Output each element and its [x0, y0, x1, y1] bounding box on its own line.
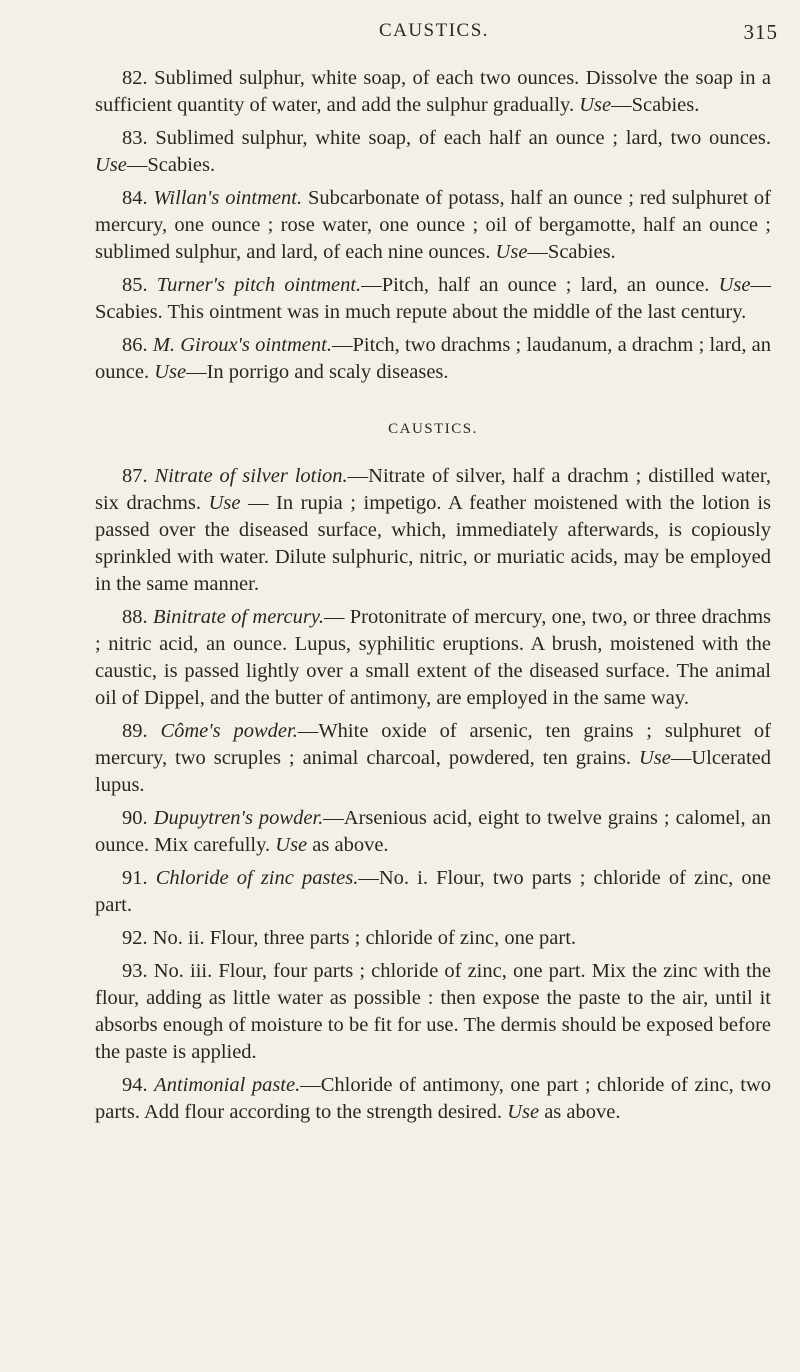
entry-number: 93.	[122, 960, 148, 982]
entry-text: —Scabies.	[126, 154, 216, 176]
entry-italic-text: Use	[718, 274, 751, 296]
entry-paragraph	[95, 463, 771, 598]
entry-italic-text: Use	[208, 492, 241, 514]
entry-text: —Ulcerated lupus.	[95, 747, 771, 796]
entry-italic-text: Binitrate of mercury.	[152, 606, 324, 628]
entry-number: 83.	[122, 127, 148, 149]
entry-text: Subcarbonate of potass, half an ounce ; red sulphuret of mercury, one ounce ; rose water, one ounce ; oil of bergamotte, half an ounce ; sublimed sulphur, and lard, of each nine ounces.	[95, 187, 772, 263]
entry-text: — Protonitrate of mercury, one, two, or three drachms ; nitric acid, an ounce. Lupus, syphilitic eruptions. A brush, moistened with the caustic, is passed lightly over a small extent of the diseased surface. The animal oil of Dippel, and the butter of antimony, are employed in the same way.	[95, 606, 772, 709]
entry-paragraph	[95, 718, 771, 799]
entry-text: —Pitch, half an ounce ; lard, an ounce.	[361, 274, 719, 296]
entry-number: 89.	[122, 720, 148, 742]
entry-text: —Scabies. This ointment was in much repute about the middle of the last century.	[95, 274, 771, 323]
entry-number: 85.	[122, 274, 148, 296]
entry-text	[148, 465, 155, 487]
entry-paragraph	[95, 805, 771, 859]
entry-text: — In rupia ; impetigo. A feather moistened with the lotion is passed over the diseased surface, which, immediately afterwards, is copiously sprinkled with water. Dilute sulphuric, nitric, or muriatic acids, may be employed in the same manner.	[95, 492, 771, 595]
entry-paragraph	[95, 865, 771, 919]
entry-text	[148, 274, 157, 296]
entry-italic-text: Dupuytren's powder.	[153, 807, 324, 829]
entry-text: as above.	[539, 1101, 621, 1123]
entry-italic-text: Use	[495, 241, 528, 263]
entry-italic-text: Use	[275, 834, 308, 856]
entry-italic-text: Use	[579, 94, 612, 116]
running-title: CAUSTICS.	[378, 20, 490, 41]
entry-italic-text: Use	[95, 154, 127, 176]
entry-text: Sublimed sulphur, white soap, of each half an ounce ; lard, two ounces.	[147, 127, 771, 149]
entry-text: No. iii. Flour, four parts ; chloride of zinc, one part. Mix the zinc with the flour, adding as little water as possible : then expose the paste to the air, until it absorbs enough of moisture to be fit for use. The dermis should be exposed before the paste is applied.	[95, 960, 771, 1063]
entry-text: —Arsenious acid, eight to twelve grains ; calomel, an ounce. Mix carefully.	[95, 807, 771, 856]
running-head	[90, 20, 778, 50]
entry-paragraph	[95, 958, 771, 1066]
entry-paragraph	[95, 272, 771, 326]
entry-italic-text: Turner's pitch ointment.	[156, 274, 362, 296]
entry-italic-text: Antimonial paste.	[154, 1074, 301, 1096]
entry-number: 82.	[122, 67, 148, 89]
entry-number: 92.	[122, 927, 148, 949]
entry-number: 86.	[122, 334, 148, 356]
entry-text: —Scabies.	[611, 94, 700, 116]
entry-italic-text: Chloride of zinc pastes.	[155, 867, 359, 889]
entry-text: —White oxide of arsenic, ten grains ; sulphuret of mercury, two scruples ; animal charcoal, powdered, ten grains.	[95, 720, 772, 769]
entry-number: 88.	[122, 606, 148, 628]
entry-text: as above.	[307, 834, 389, 856]
caustic-entries	[95, 463, 771, 1126]
entry-text	[148, 867, 156, 889]
entry-italic-text: Use	[638, 747, 671, 769]
entry-paragraph	[95, 185, 771, 266]
entry-text: —Nitrate of silver, half a drachm ; distilled water, six drachms.	[95, 465, 771, 514]
entry-paragraph	[95, 604, 771, 712]
entry-paragraph	[95, 332, 771, 386]
entry-number: 94.	[122, 1074, 148, 1096]
entry-paragraph	[95, 65, 771, 119]
entry-paragraph	[95, 925, 771, 952]
entry-italic-text: Use	[154, 361, 187, 383]
entry-paragraph	[95, 1072, 771, 1126]
body-text	[95, 65, 771, 1132]
entry-text: —Scabies.	[527, 241, 616, 263]
entry-italic-text: Willan's ointment.	[153, 187, 303, 209]
entry-italic-text: Côme's powder.	[160, 720, 298, 742]
page-number: 315	[743, 20, 778, 44]
entry-text: —In porrigo and scaly diseases.	[186, 361, 449, 383]
entry-number: 90.	[122, 807, 148, 829]
entry-number: 84.	[122, 187, 148, 209]
entry-italic-text: Use	[507, 1101, 540, 1123]
entry-italic-text: M. Giroux's ointment.	[152, 334, 332, 356]
ointment-entries	[95, 65, 771, 386]
section-heading: CAUSTICS.	[388, 421, 478, 437]
entry-italic-text: Nitrate of silver lotion.	[154, 465, 348, 487]
entry-text: Sublimed sulphur, white soap, of each two ounces. Dissolve the soap in a sufficient quantity of water, and add the sulphur gradually.	[95, 67, 771, 116]
entry-number: 91.	[122, 867, 148, 889]
entry-paragraph	[95, 125, 771, 179]
entry-text: No. ii. Flour, three parts ; chloride of zinc, one part.	[147, 927, 577, 949]
entry-text: —No. i. Flour, two parts ; chloride of zinc, one part.	[95, 867, 772, 916]
entry-text: —Chloride of antimony, one part ; chloride of zinc, two parts. Add flour according to the strength desired.	[95, 1074, 771, 1123]
entry-number: 87.	[122, 465, 148, 487]
entry-text	[148, 720, 161, 742]
entry-text: —Pitch, two drachms ; laudanum, a drachm ; lard, an ounce.	[95, 334, 772, 383]
